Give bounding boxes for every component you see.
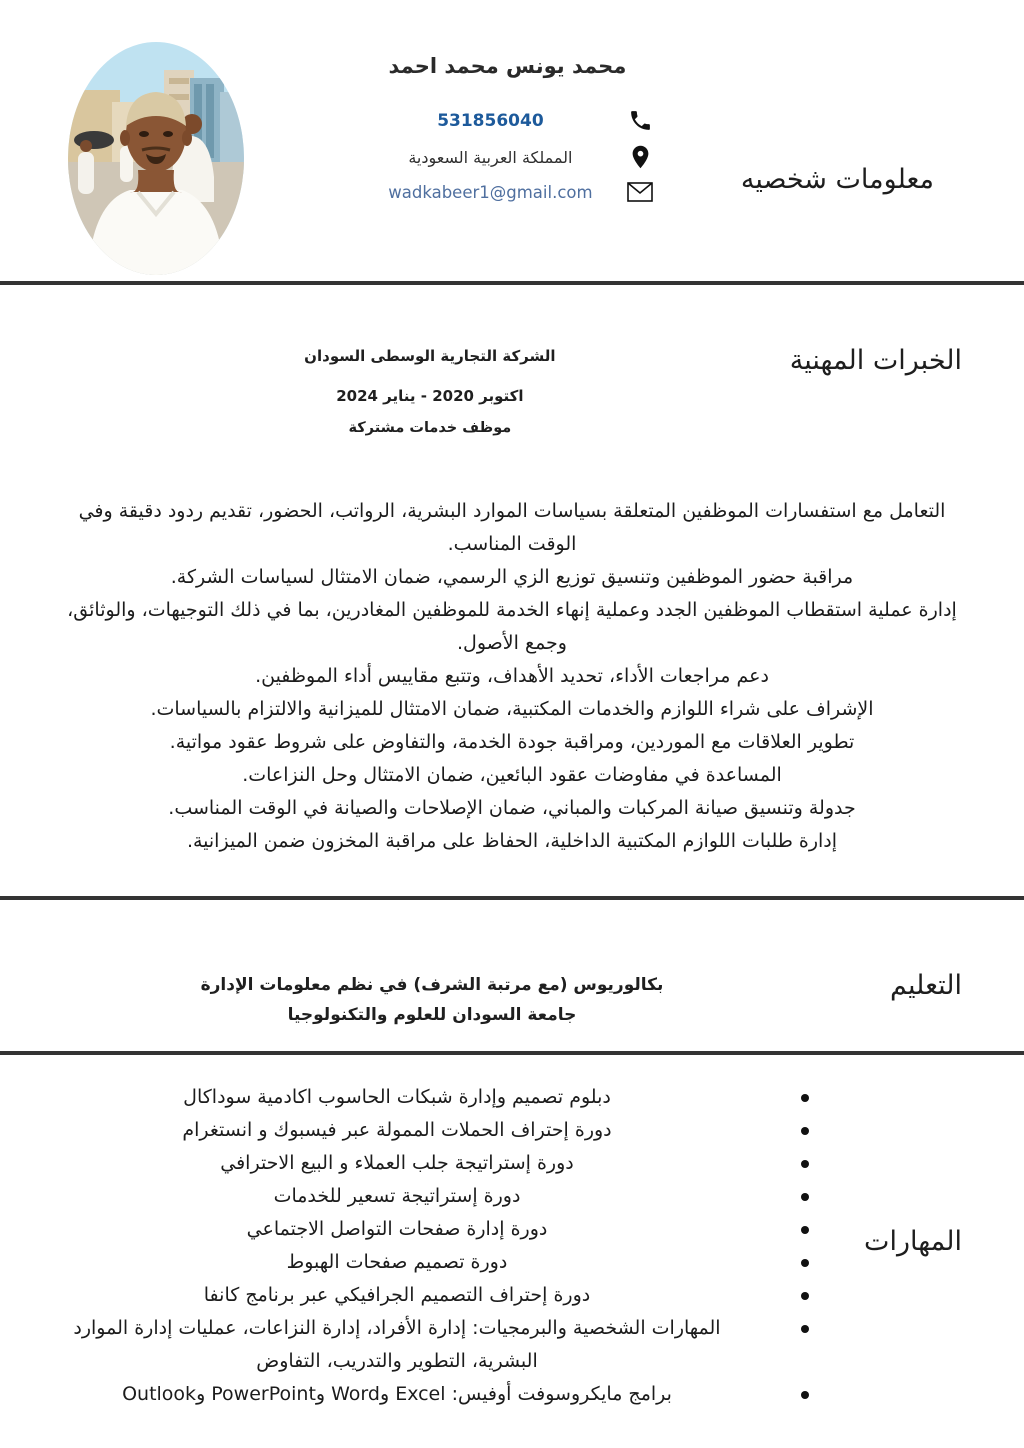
bullet-icon bbox=[801, 1259, 809, 1267]
degree-title: بكالوريوس (مع مرتبة الشرف) في نظم معلومات الإدارة bbox=[200, 975, 664, 995]
skill-item bbox=[73, 1213, 721, 1246]
skill-text: دورة إحتراف التصميم الجرافيكي عبر برنامج كانفا bbox=[203, 1284, 591, 1306]
location-text: المملكة العربية السعودية bbox=[408, 147, 573, 167]
duty-line: إدارة عملية استقطاب الموظفين الجدد وعملية إنهاء الخدمة للموظفين المغادرين، بما في ذلك التوجيهات، والوثائق، وجمع الأصول. bbox=[67, 599, 957, 654]
phone-row bbox=[357, 108, 657, 133]
section-title-experience: الخبرات المهنية bbox=[789, 345, 962, 376]
education-header bbox=[794, 970, 1024, 1030]
person-name: محمد يونس محمد احمد bbox=[388, 54, 627, 78]
skill-text: دبلوم تصميم وإدارة شبكات الحاسوب اكادمية سوداكال bbox=[183, 1086, 611, 1108]
experience-header bbox=[790, 345, 1024, 439]
duties-list bbox=[0, 495, 1024, 858]
skill-text: دورة إستراتيجة تسعير للخدمات bbox=[273, 1185, 521, 1207]
skills-section bbox=[0, 1055, 1024, 1411]
profile-photo bbox=[68, 42, 244, 275]
skill-item bbox=[73, 1312, 721, 1378]
spacer bbox=[0, 345, 70, 439]
skills-list bbox=[0, 1081, 794, 1411]
phone-number[interactable]: 531856040 bbox=[437, 110, 544, 131]
skill-text: دورة إحتراف الحملات الممولة عبر فيسبوك و انستغرام bbox=[182, 1119, 612, 1141]
skill-item bbox=[73, 1147, 721, 1180]
email-row bbox=[357, 181, 657, 203]
envelope-icon bbox=[623, 181, 657, 203]
employment-dates: اكتوبر 2020 - يناير 2024 bbox=[336, 387, 524, 405]
contact-column bbox=[274, 42, 741, 281]
university-name: جامعة السودان للعلوم والتكنولوجيا bbox=[287, 1005, 577, 1025]
skill-text: دورة إدارة صفحات التواصل الاجتماعي bbox=[246, 1218, 548, 1240]
duty-line: دعم مراجعات الأداء، تحديد الأهداف، وتتبع مقاييس أداء الموظفين. bbox=[255, 665, 769, 687]
email-address[interactable]: wadkabeer1@gmail.com bbox=[388, 182, 593, 202]
bullet-icon bbox=[801, 1325, 809, 1333]
contact-rows bbox=[357, 108, 657, 203]
duty-line: التعامل مع استفسارات الموظفين المتعلقة بسياسات الموارد البشرية، الرواتب، الحضور، تقديم ردود دقيقة وفي الوقت المناسب. bbox=[78, 500, 946, 555]
skill-item bbox=[73, 1246, 721, 1279]
bullet-icon bbox=[801, 1127, 809, 1135]
skill-text: برامج مايكروسوفت أوفيس: Excel وWord وPowerPoint وOutlook bbox=[122, 1383, 672, 1405]
bullet-icon bbox=[801, 1292, 809, 1300]
bullet-icon bbox=[801, 1226, 809, 1234]
location-pin-icon bbox=[623, 142, 657, 172]
skill-text: المهارات الشخصية والبرمجيات: إدارة الأفراد، إدارة النزاعات، عمليات إدارة الموارد البشرية، التطوير والتدريب، التفاوض bbox=[73, 1317, 721, 1372]
bullet-icon bbox=[801, 1094, 809, 1102]
skill-text: دورة إستراتيجة جلب العملاء و البيع الاحترافي bbox=[220, 1152, 574, 1174]
duty-line: الإشراف على شراء اللوازم والخدمات المكتبية، ضمان الامتثال للميزانية والالتزام بالسياسات. bbox=[150, 698, 874, 720]
bullet-icon bbox=[801, 1193, 809, 1201]
skill-text: دورة تصميم صفحات الهبوط bbox=[286, 1251, 508, 1273]
skill-item bbox=[73, 1180, 721, 1213]
company-name: الشركة التجارية الوسطى السودان bbox=[304, 347, 556, 365]
education-section bbox=[0, 900, 1024, 1051]
duty-line: تطوير العلاقات مع الموردين، ومراقبة جودة الخدمة، والتفاوض على شروط عقود مواتية. bbox=[169, 731, 855, 753]
duty-line: مراقبة حضور الموظفين وتنسيق توزيع الزي الرسمي، ضمان الامتثال لسياسات الشركة. bbox=[170, 566, 854, 588]
personal-info-section bbox=[0, 0, 1024, 281]
spacer bbox=[0, 970, 70, 1030]
duty-line: إدارة طلبات اللوازم المكتبية الداخلية، الحفاظ على مراقبة المخزون ضمن الميزانية. bbox=[186, 830, 838, 852]
section-title-skills: المهارات bbox=[864, 1225, 962, 1257]
skills-header bbox=[794, 1226, 1024, 1267]
section-title-personal: معلومات شخصيه bbox=[740, 164, 934, 195]
personal-info-header bbox=[741, 42, 1024, 281]
bullet-icon bbox=[801, 1391, 809, 1399]
skill-item bbox=[73, 1279, 721, 1312]
section-title-education: التعليم bbox=[890, 970, 962, 1001]
location-row bbox=[357, 142, 657, 172]
experience-meta bbox=[70, 345, 790, 439]
bullet-icon bbox=[801, 1160, 809, 1168]
duty-line: المساعدة في مفاوضات عقود البائعين، ضمان الامتثال وحل النزاعات. bbox=[242, 764, 782, 786]
skill-item bbox=[73, 1114, 721, 1147]
education-details bbox=[70, 970, 794, 1030]
skill-item bbox=[73, 1378, 721, 1411]
skill-item bbox=[73, 1081, 721, 1114]
phone-icon bbox=[623, 108, 657, 133]
duty-line: جدولة وتنسيق صيانة المركبات والمباني، ضمان الإصلاحات والصيانة في الوقت المناسب. bbox=[168, 797, 856, 819]
experience-section bbox=[0, 285, 1024, 858]
job-title: موظف خدمات مشتركة bbox=[348, 420, 512, 436]
